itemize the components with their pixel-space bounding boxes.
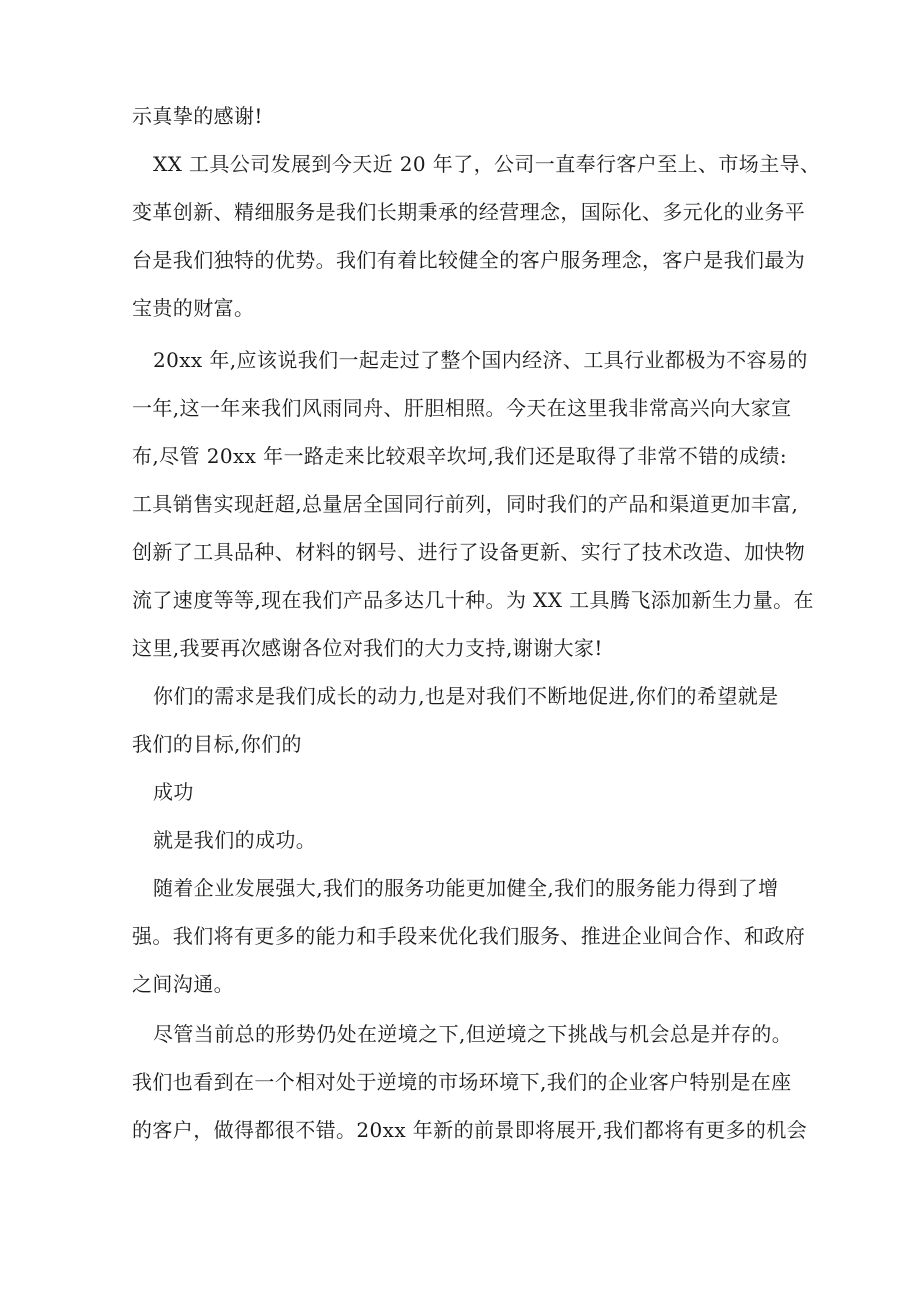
text-line: 一年,这一年来我们风雨同舟、肝胆相照。今天在这里我非常高兴向大家宣 bbox=[132, 396, 792, 420]
text-line: 布,尽管 20xx 年一路走来比较艰辛坎坷,我们还是取得了非常不错的成绩: bbox=[132, 444, 787, 468]
text-line: 我们也看到在一个相对处于逆境的市场环境下,我们的企业客户特别是在座 bbox=[132, 1070, 792, 1094]
text-line: 你们的需求是我们成长的动力,也是对我们不断地促进,你们的希望就是 bbox=[153, 684, 779, 708]
text-line: 创新了工具品种、材料的钢号、进行了设备更新、实行了技术改造、加快物 bbox=[132, 540, 806, 564]
text-line: 随着企业发展强大,我们的服务功能更加健全,我们的服务能力得到了增 bbox=[153, 876, 779, 900]
text-line: 示真挚的感谢! bbox=[132, 104, 263, 128]
text-line: 工具销售实现赶超,总量居全国同行前列，同时我们的产品和渠道更加丰富, bbox=[132, 492, 799, 516]
text-line: 就是我们的成功。 bbox=[153, 828, 317, 852]
text-line: 我们的目标,你们的 bbox=[132, 732, 302, 756]
text-line: 20xx 年,应该说我们一起走过了整个国内经济、工具行业都极为不容易的 bbox=[153, 348, 808, 372]
text-line: 宝贵的财富。 bbox=[132, 296, 255, 320]
text-line: 这里,我要再次感谢各位对我们的大力支持,谢谢大家! bbox=[132, 636, 603, 660]
text-line: 成功 bbox=[153, 780, 194, 804]
text-line: 强。我们将有更多的能力和手段来优化我们服务、推进企业间合作、和政府 bbox=[132, 924, 806, 948]
text-line: XX 工具公司发展到今天近 20 年了，公司一直奉行客户至上、市场主导、 bbox=[153, 152, 821, 176]
text-line: 流了速度等等,现在我们产品多达几十种。为 XX 工具腾飞添加新生力量。在 bbox=[132, 588, 814, 612]
text-line: 尽管当前总的形势仍处在逆境之下,但逆境之下挑战与机会总是并存的。 bbox=[153, 1022, 793, 1046]
text-line: 台是我们独特的优势。我们有着比较健全的客户服务理念，客户是我们最为 bbox=[132, 248, 806, 272]
text-line: 的客户，做得都很不错。20xx 年新的前景即将展开,我们都将有更多的机会 bbox=[132, 1118, 808, 1142]
text-line: 变革创新、精细服务是我们长期秉承的经营理念，国际化、多元化的业务平 bbox=[132, 200, 806, 224]
text-line: 之间沟通。 bbox=[132, 972, 234, 996]
